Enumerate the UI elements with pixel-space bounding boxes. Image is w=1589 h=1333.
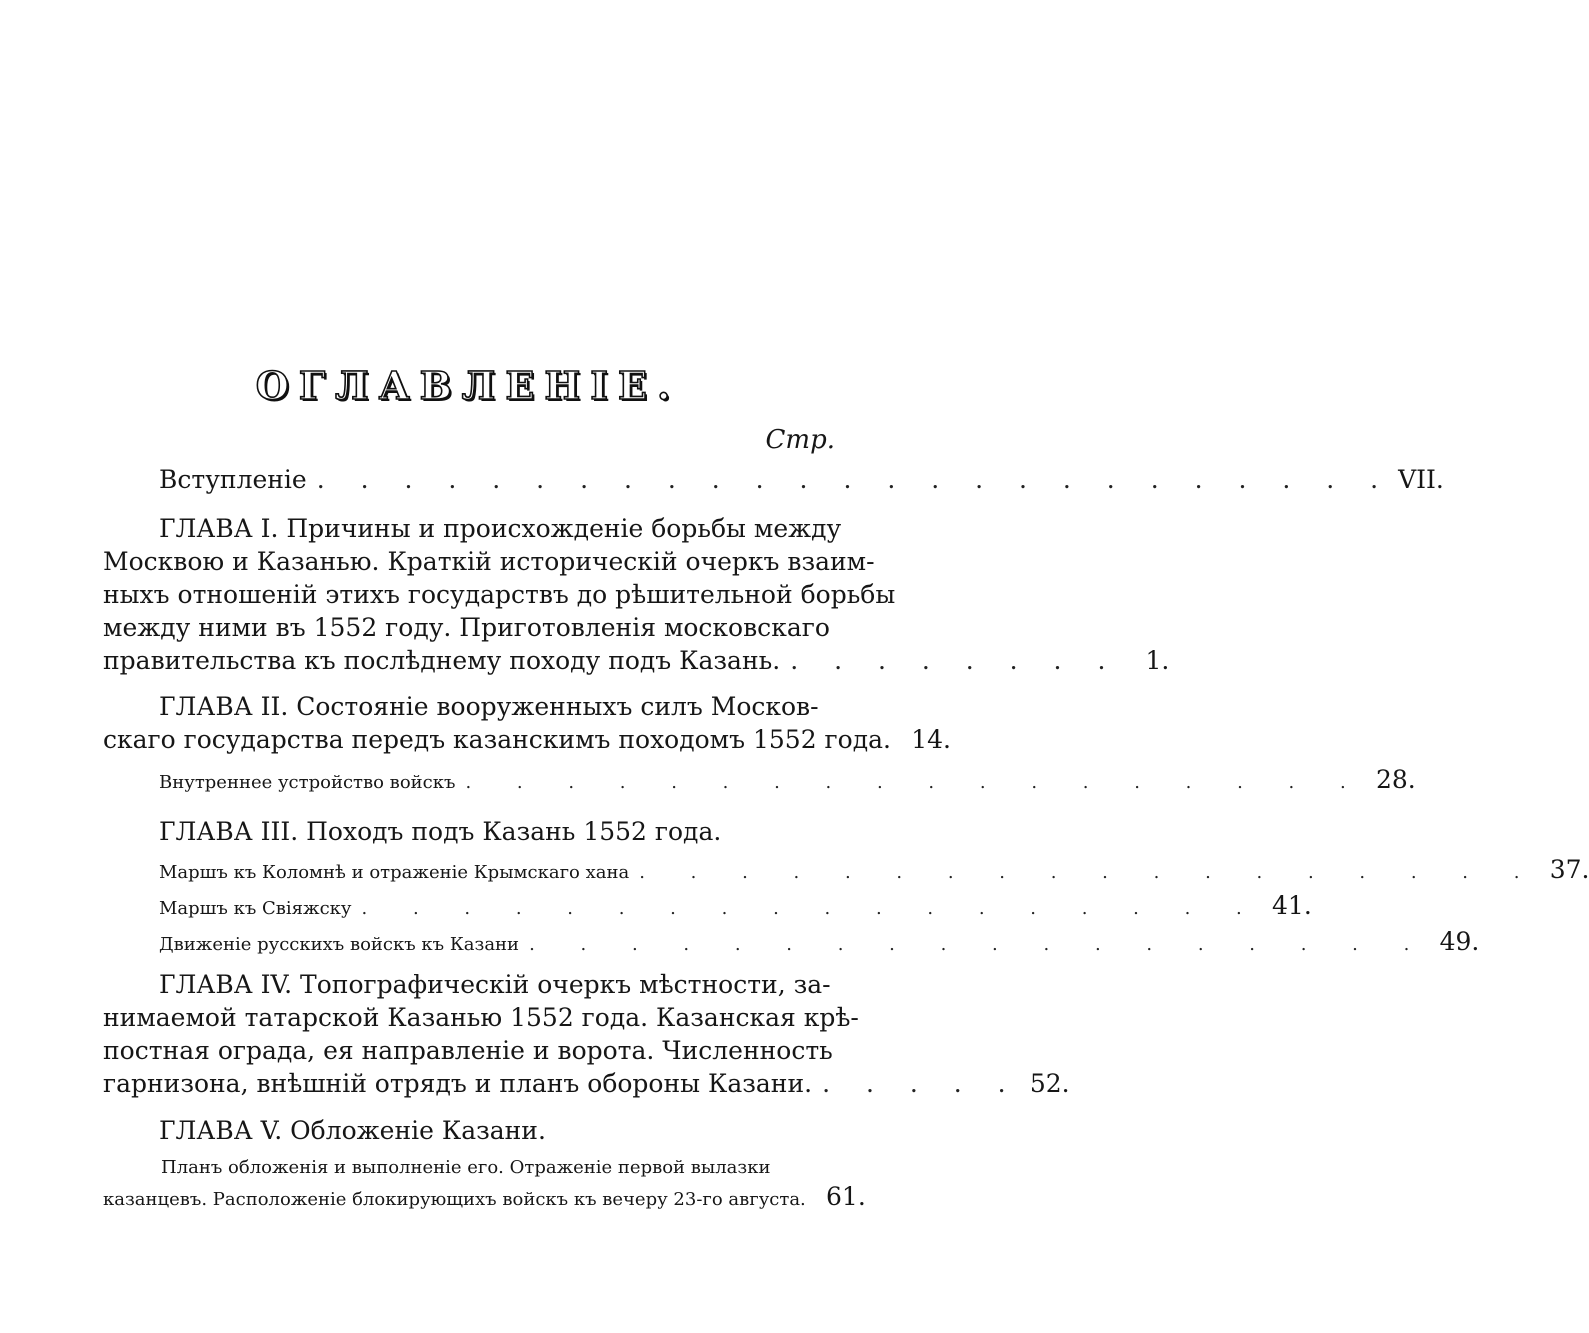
leader-dots: . . . . . bbox=[822, 1069, 1020, 1098]
chapter-line-text: правительства къ послѣднему походу подъ Казань. bbox=[103, 646, 781, 675]
leader-dots: . . . . . . . . . . . . . . . . . . bbox=[639, 862, 1540, 883]
toc-subentry-label: Маршъ къ Свіяжску bbox=[159, 898, 352, 919]
toc-subentry-label: Маршъ къ Коломнѣ и отраженіе Крымскаго хана bbox=[159, 862, 630, 883]
toc-chapter-1 bbox=[103, 512, 1170, 677]
chapter-line: ГЛАВА II. Состояніе вооруженныхъ силъ Москов- bbox=[159, 692, 819, 721]
chapter-line: постная ограда, ея направленіе и ворота. Численность bbox=[103, 1036, 833, 1065]
chapter-line-text: скаго государства передъ казанскимъ походомъ 1552 года. bbox=[103, 725, 891, 754]
toc-intro bbox=[103, 463, 1444, 496]
toc-subentry bbox=[103, 924, 1480, 960]
toc-subentry bbox=[103, 762, 1416, 798]
chapter-line bbox=[103, 723, 951, 756]
toc-chapter-5-desc bbox=[103, 1153, 866, 1211]
chapter-desc-text: казанцевъ. Расположеніе блокирующихъ войскъ къ вечеру 23-го августа. bbox=[103, 1189, 806, 1210]
toc-entry-page: VII. bbox=[1398, 465, 1444, 494]
toc-entry-page: 28. bbox=[1375, 765, 1416, 794]
chapter-line: ГЛАВА IV. Топографическій очеркъ мѣстности, за- bbox=[159, 970, 831, 999]
leader-dots: . . . . . . . . . . . . . . . . . . bbox=[529, 934, 1430, 955]
leader-dots: . . . . . . . . bbox=[790, 646, 1120, 675]
toc-subentry bbox=[103, 888, 1312, 924]
chapter-heading: ГЛАВА III. Походъ подъ Казань 1552 года. bbox=[159, 817, 722, 846]
toc-subentry-label: Внутреннее устройство войскъ bbox=[159, 772, 456, 793]
page-column-label: Стр. bbox=[765, 425, 835, 455]
chapter-line: между ними въ 1552 году. Приготовленія московскаго bbox=[103, 613, 830, 642]
toc-entry-page: 49. bbox=[1439, 927, 1480, 956]
toc-chapter-5 bbox=[103, 1114, 833, 1147]
toc-chapter-3-sub bbox=[103, 852, 1589, 960]
toc-entry-page: 1. bbox=[1145, 646, 1170, 675]
page-title: ОГЛАВЛЕНІЕ. bbox=[255, 363, 681, 408]
chapter-line: ныхъ отношеній этихъ государствъ до рѣшительной борьбы bbox=[103, 580, 896, 609]
toc-entry-page: 14. bbox=[911, 725, 951, 754]
chapter-desc-line bbox=[103, 1153, 833, 1182]
toc-entry-label: Вступленіе bbox=[159, 465, 307, 494]
chapter-line bbox=[103, 644, 1170, 677]
toc-entry-page: 41. bbox=[1272, 891, 1312, 920]
chapter-desc-line bbox=[103, 1182, 866, 1211]
toc-entry-page: 61. bbox=[826, 1182, 866, 1211]
chapter-line bbox=[103, 1067, 1070, 1100]
chapter-desc-text: Планъ обложенія и выполненіе его. Отраженіе первой вылазки bbox=[161, 1157, 771, 1178]
toc-entry bbox=[103, 463, 1444, 496]
chapter-line: Москвою и Казанью. Краткій историческій очеркъ взаим- bbox=[103, 547, 875, 576]
chapter-line: нимаемой татарской Казанью 1552 года. Казанская крѣ- bbox=[103, 1003, 859, 1032]
leader-dots: . . . . . . . . . . . . . . . . . . bbox=[361, 898, 1262, 919]
chapter-heading: ГЛАВА V. Обложеніе Казани. bbox=[159, 1116, 546, 1145]
chapter-line-text: гарнизона, внѣшній отрядъ и планъ обороны Казани. bbox=[103, 1069, 813, 1098]
toc-chapter-2-sub bbox=[103, 762, 1416, 798]
toc-subentry bbox=[103, 852, 1589, 888]
toc-chapter-2 bbox=[103, 690, 951, 756]
leader-dots: . . . . . . . . . . . . . . . . . . . . . . . . . bbox=[316, 465, 1393, 494]
chapter-line: ГЛАВА I. Причины и происхожденіе борьбы между bbox=[159, 514, 842, 543]
toc-entry-page: 52. bbox=[1029, 1069, 1070, 1098]
toc-subentry-label: Движеніе русскихъ войскъ къ Казани bbox=[159, 934, 520, 955]
leader-dots: . . . . . . . . . . . . . . . . . . bbox=[465, 772, 1366, 793]
toc-chapter-4 bbox=[103, 968, 1070, 1100]
toc-chapter-3 bbox=[103, 815, 833, 848]
toc-entry-page: 37. bbox=[1549, 855, 1589, 884]
